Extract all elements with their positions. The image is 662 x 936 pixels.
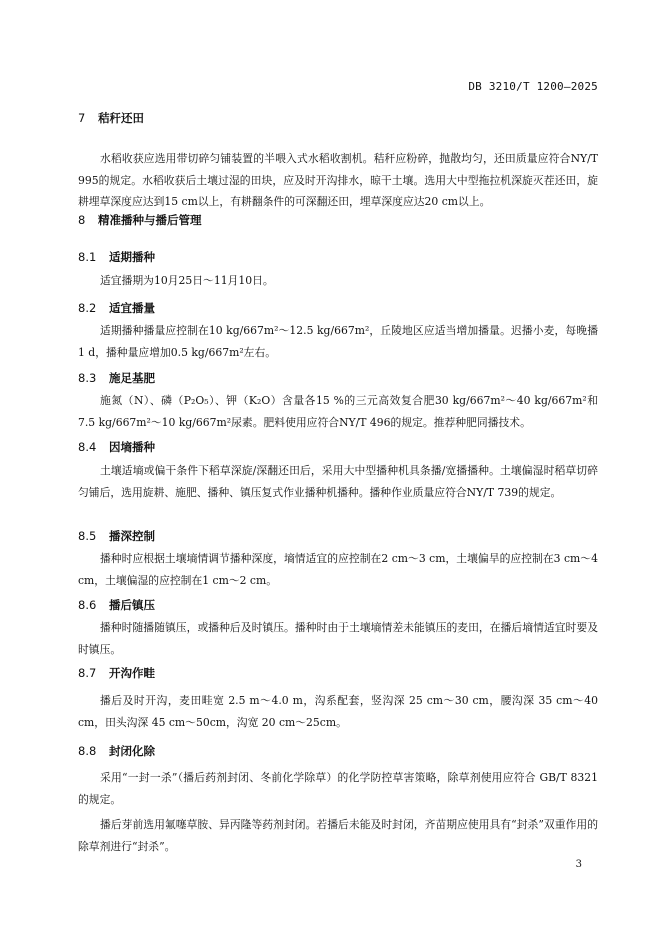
section-number: 7 (78, 111, 86, 125)
section-title: 开沟作畦 (109, 666, 155, 680)
section-title: 精准播种与播后管理 (98, 213, 202, 227)
section-number: 8 (78, 213, 86, 227)
section-8-2-heading (78, 300, 155, 316)
section-8-7-paragraph: 播后及时开沟，麦田畦宽 2.5 m～4.0 m，沟系配套，竖沟深 25 cm～30 cm，腰沟深 35 cm～40 cm，田头沟深 45 cm～50cm，沟宽 20 cm～25cm。 (78, 694, 598, 729)
section-number: 8.2 (78, 301, 97, 315)
section-8-heading (78, 212, 202, 228)
section-8-8-heading (78, 743, 155, 759)
section-8-4-heading (78, 439, 155, 455)
section-8-5-heading (78, 528, 155, 544)
section-title: 秸秆还田 (98, 111, 144, 125)
section-7-paragraph: 水稻收获应选用带切碎匀铺装置的半喂入式水稻收割机。秸秆应粉碎，抛散均匀，还田质量应符合NY/T 995的规定。水稻收获后土壤过湿的田块，应及时开沟排水，晾干土壤。选用大中型拖拉机深旋灭茬还田，旋耕埋草深度应达到15 cm以上，有耕翻条件的可深翻还田，埋草深度应达20 cm以上。 (78, 152, 598, 208)
section-number: 8.5 (78, 529, 97, 543)
section-title: 施足基肥 (109, 371, 155, 385)
section-number: 8.6 (78, 598, 97, 612)
page-number: 3 (575, 859, 582, 870)
section-8-1-paragraph: 适宜播期为10月25日～11月10日。 (100, 274, 274, 287)
section-8-3-paragraph: 施氮（N）、磷（P₂O₅）、钾（K₂O）含量各15 %的三元高效复合肥30 kg/667m²～40 kg/667m²和7.5 kg/667m²～10 kg/667m²尿素。肥料使用应符合NY/T 496的规定。推荐种肥同播技术。 (78, 394, 598, 429)
section-title: 因墒播种 (109, 440, 155, 454)
section-number: 8.1 (78, 250, 97, 264)
section-title: 播深控制 (109, 529, 155, 543)
section-title: 适宜播量 (109, 301, 155, 315)
section-number: 8.8 (78, 744, 97, 758)
section-8-5-paragraph: 播种时应根据土壤墒情调节播种深度，墒情适宜的应控制在2 cm～3 cm，土壤偏旱的应控制在3 cm～4 cm，土壤偏湿的应控制在1 cm～2 cm。 (78, 552, 598, 587)
section-8-2-paragraph: 适期播种播量应控制在10 kg/667m²～12.5 kg/667m²，丘陵地区应适当增加播量。迟播小麦，每晚播1 d，播种量应增加0.5 kg/667m²左右。 (78, 324, 598, 359)
section-8-8-paragraph-1: 采用“一封一杀”（播后药剂封闭、冬前化学除草）的化学防控草害策略，除草剂使用应符合 GB/T 8321 的规定。 (78, 771, 598, 806)
section-8-7-heading (78, 665, 155, 681)
section-7-heading (78, 110, 144, 126)
section-8-4-paragraph: 土壤适墒或偏干条件下稻草深旋/深翻还田后，采用大中型播种机具条播/宽播播种。土壤偏湿时稻草切碎匀铺后，选用旋耕、施肥、播种、镇压复式作业播种机播种。播种作业质量应符合NY/T 739的规定。 (78, 464, 598, 499)
section-title: 播后镇压 (109, 598, 155, 612)
section-8-6-heading (78, 597, 155, 613)
section-title: 封闭化除 (109, 744, 155, 758)
section-8-8-paragraph-2: 播后芽前选用氟噻草胺、异丙隆等药剂封闭。若播后未能及时封闭，齐苗期应使用具有“封杀”双重作用的除草剂进行“封杀”。 (78, 818, 598, 853)
section-8-1-heading (78, 249, 155, 265)
section-number: 8.7 (78, 666, 97, 680)
document-id-header: DB 3210/T 1200—2025 (468, 80, 598, 93)
section-number: 8.4 (78, 440, 97, 454)
section-8-6-paragraph: 播种时随播随镇压，或播种后及时镇压。播种时由于土壤墒情差未能镇压的麦田，在播后墒情适宜时要及时镇压。 (78, 621, 598, 656)
section-title: 适期播种 (109, 250, 155, 264)
section-number: 8.3 (78, 371, 97, 385)
section-8-3-heading (78, 370, 155, 386)
